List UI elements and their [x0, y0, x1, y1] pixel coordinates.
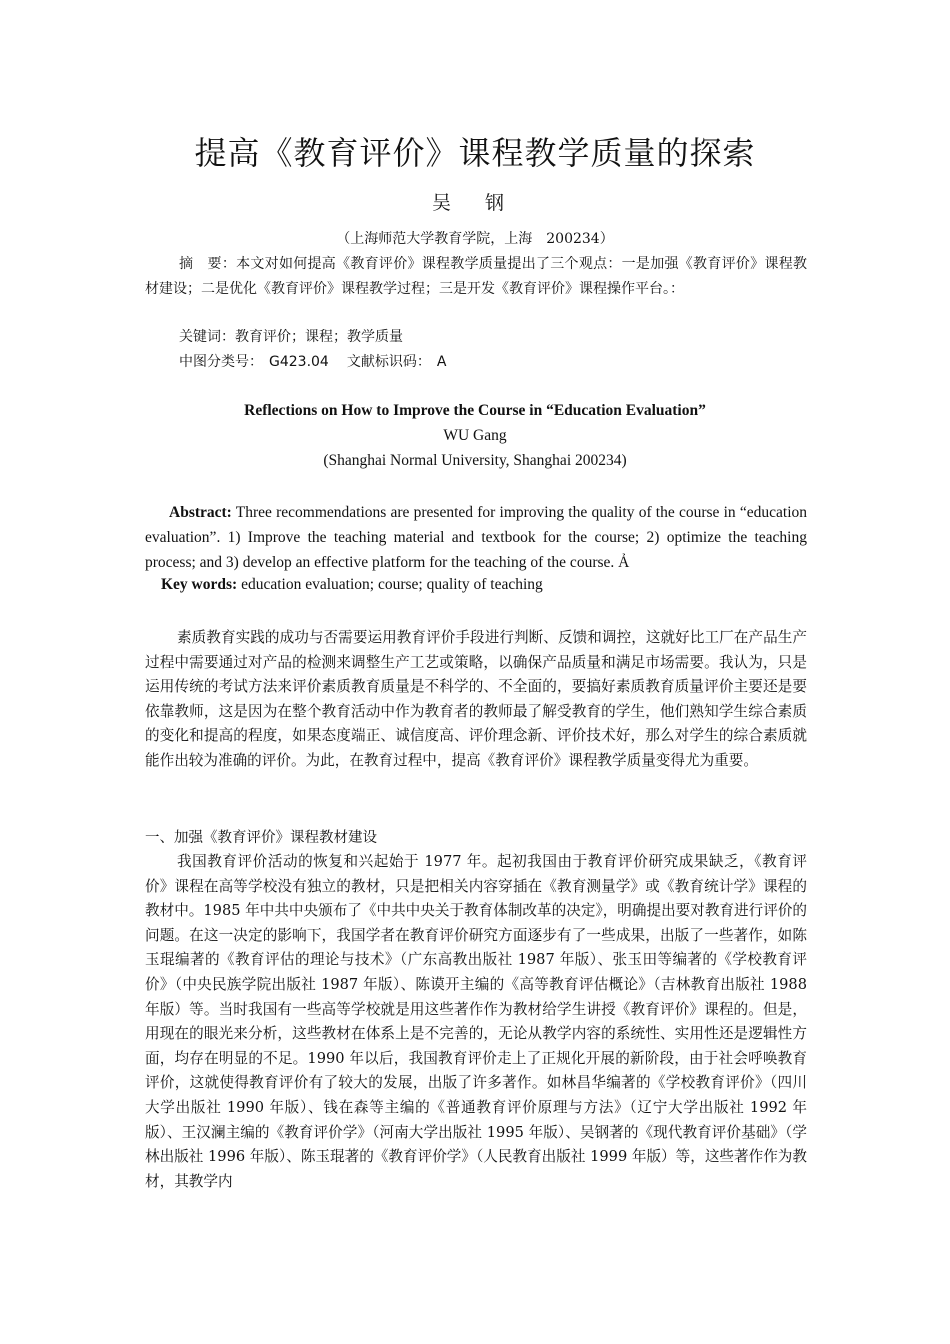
english-author: WU Gang	[443, 427, 507, 444]
doc-code-label: 文献标识码：	[346, 354, 431, 370]
abstract-cn-label: 摘 要：	[179, 256, 237, 272]
intro-paragraph: 素质教育实践的成功与否需要运用教育评价手段进行判断、反馈和调控，这就好比工厂在产品生产过程中需要通过对产品的检测来调整生产工艺或策略，以确保产品质量和满足市场需要。我认为，只是运用传统的考试方法来评价素质教育质量是不科学的、不全面的，要搞好素质教育质量评价主要还是要依靠教师，这是因为在整个教育活动中作为教育者的教师最了解受教育的学生，他们熟知学生综合素质的变化和提高的程度，如果态度端正、诚信度高、评价理念新、评价技术好，那么对学生的综合素质就能作出较为准确的评价。为此，在教育过程中，提高《教育评价》课程教学质量变得尤为重要。	[145, 629, 807, 769]
doc-code-value: A	[436, 354, 447, 370]
keywords-cn-label: 关键词：	[179, 329, 235, 345]
abstract-cn	[145, 252, 807, 302]
english-keywords	[161, 576, 543, 594]
affiliation-cn: （上海师范大学教育学院，上海 200234）	[336, 231, 614, 247]
english-keywords-label: Key words:	[161, 576, 238, 593]
keywords-cn-text: 教育评价；课程；教学质量	[235, 329, 403, 345]
author-name-cn: 吴 钢	[431, 192, 519, 214]
english-affiliation: (Shanghai Normal University, Shanghai 200234)	[323, 452, 627, 469]
english-abstract-label: Abstract:	[169, 504, 232, 521]
english-abstract-text: Three recommendations are presented for improving the quality of the course in “education evaluation”. 1) Improve the teaching material and textbook for the course; 2) optimize the teaching process; and 3) develop an effective platform for the teaching of the course. Ả	[145, 504, 807, 571]
clc-value: G423.04	[269, 354, 329, 370]
english-title: Reflections on How to Improve the Course in “Education Evaluation”	[244, 402, 706, 419]
english-keywords-text: education evaluation; course; quality of teaching	[241, 576, 543, 593]
abstract-cn-text: 本文对如何提高《教育评价》课程教学质量提出了三个观点：一是加强《教育评价》课程教材建设；二是优化《教育评价》课程教学过程；三是开发《教育评价》课程操作平台。：	[145, 256, 808, 297]
section-1-heading: 一、加强《教育评价》课程教材建设	[145, 830, 377, 846]
section-1-paragraph: 我国教育评价活动的恢复和兴起始于 1977 年。起初我国由于教育评价研究成果缺乏，《教育评价》课程在高等学校没有独立的教材，只是把相关内容穿插在《教育测量学》或《教育统计学》课程的教材中。1985 年中共中央颁布了《中共中央关于教育体制改革的决定》，明确提出要对教育进行评价的问题。在这一决定的影响下，我国学者在教育评价研究方面逐步有了一些成果，出版了一些著作，如陈玉琨编著的《教育评估的理论与技术》（广东高教出版社 1987 年版）、张玉田等编著的《学校教育评价》（中央民族学院出版社 1987 年版）、陈谟开主编的《高等教育评估概论》（吉林教育出版社 1988 年版）等。当时我国有一些高等学校就是用这些著作作为教材给学生讲授《教育评价》课程的。但是，用现在的眼光来分析，这些教材在体系上是不完善的，无论从教学内容的系统性、实用性还是逻辑性方面，均存在明显的不足。1990 年以后，我国教育评价走上了正规化开展的新阶段，由于社会呼唤教育评价，这就使得教育评价有了较大的发展，出版了许多著作。如林昌华编著的《学校教育评价》（四川大学出版社 1990 年版）、钱在森等主编的《普通教育评价原理与方法》（辽宁大学出版社 1992 年版）、王汉澜主编的《教育评价学》（河南大学出版社 1995 年版）、吴钢著的《现代教育评价基础》（学林出版社 1996 年版）、陈玉琨著的《教育评价学》（人民教育出版社 1999 年版）等，这些著作作为教材，其教学内	[145, 853, 808, 1190]
classification-line	[179, 351, 446, 371]
paper-title: 提高《教育评价》课程教学质量的探索	[194, 134, 756, 172]
english-abstract	[145, 500, 807, 575]
keywords-cn	[179, 326, 403, 346]
clc-label: 中图分类号：	[179, 354, 263, 370]
